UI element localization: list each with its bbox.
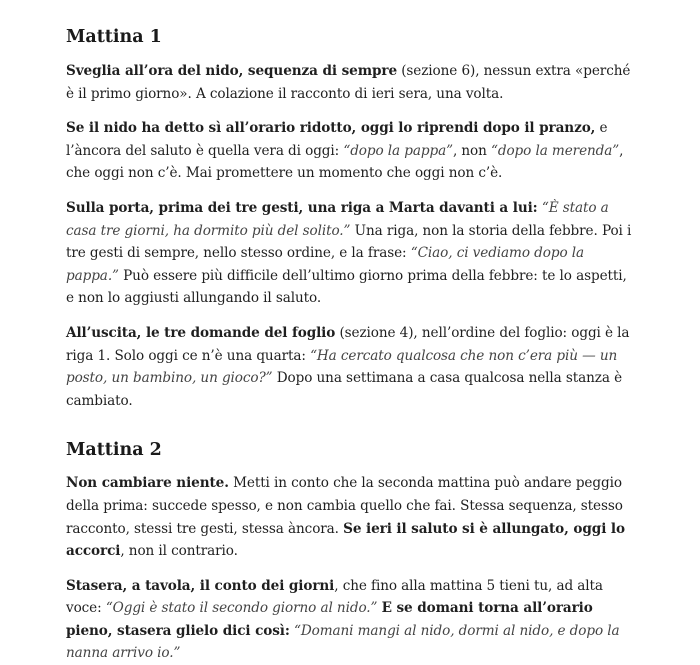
quote-text: “È stato a casa tre giorni, ha dormito più del solito.” bbox=[66, 199, 609, 239]
body-text: , che fino alla mattina 5 tieni tu, ad alta voce: bbox=[66, 577, 603, 617]
bold-text: Non cambiare niente. bbox=[66, 475, 229, 492]
body-text: (sezione 6), nessun extra «perché è il primo giorno». A colazione il racconto di ieri sera, una volta. bbox=[66, 63, 631, 102]
bold-text: Sulla porta, prima dei tre gesti, una riga a Marta davanti a lui: bbox=[66, 199, 538, 216]
body-text: e l’àncora del saluto è quella vera di oggi: bbox=[66, 120, 608, 159]
body-text: (sezione 4), nell’ordine del foglio: oggi è la riga 1. Solo oggi ce n’è una quarta: bbox=[66, 324, 630, 364]
section-title-mattina-1: Mattina 1 bbox=[66, 27, 162, 47]
quote-text: “Oggi è stato il secondo giorno al nido.” bbox=[105, 600, 378, 617]
body-text: , che oggi non c’è. Mai promettere un momento che oggi non c’è. bbox=[66, 142, 624, 182]
bold-text: Se ieri il saluto si è allungato, oggi lo accorci bbox=[66, 520, 625, 560]
body-text: Metti in conto che la seconda mattina può andare peggio della prima: succede spesso, e non cambia quello che fai. Stessa sequenza, stesso racconto, stessi tre gesti, stessa àncora. bbox=[66, 475, 623, 537]
bold-text: Se il nido ha detto sì all’orario ridotto, oggi lo riprendi dopo il pranzo, bbox=[66, 120, 596, 137]
quote-text: “dopo la merenda” bbox=[491, 142, 620, 159]
body-text: Può essere più difficile dell’ultimo giorno prima della febbre: te lo aspetti, e non lo aggiusti allungando il saluto. bbox=[66, 267, 627, 307]
bold-text: E se domani torna all’orario pieno, stasera glielo dici così: bbox=[66, 600, 593, 639]
paragraph bbox=[66, 575, 638, 665]
quote-text: “Domani mangi al nido, dormi al nido, e dopo la nanna arrivo io.” bbox=[66, 622, 620, 662]
body-text: Dopo una settimana a casa qualcosa nella stanza è cambiato. bbox=[66, 370, 623, 409]
quote-text: “Ciao, ci vediamo dopo la pappa.” bbox=[66, 245, 584, 284]
paragraph bbox=[66, 197, 638, 310]
paragraph bbox=[66, 472, 638, 562]
paragraph bbox=[66, 117, 638, 185]
body-text: , non bbox=[452, 142, 492, 159]
quote-text: “Ha cercato qualcosa che non c’era più — un posto, un bambino, un gioco?” bbox=[66, 347, 618, 387]
paragraph bbox=[66, 60, 638, 105]
body-text: , non il contrario. bbox=[120, 543, 238, 560]
section-title-mattina-2: Mattina 2 bbox=[66, 440, 162, 461]
bold-text: Sveglia all’ora del nido, sequenza di sempre bbox=[66, 63, 397, 79]
body-text: Una riga, non la storia della febbre. Poi i tre gesti di sempre, nello stesso ordine, e la frase: bbox=[66, 222, 632, 262]
bold-text: All’uscita, le tre domande del foglio bbox=[66, 324, 336, 341]
quote-text: “dopo la pappa” bbox=[343, 142, 453, 159]
paragraph bbox=[66, 322, 638, 412]
bold-text: Stasera, a tavola, il conto dei giorni bbox=[66, 577, 335, 594]
